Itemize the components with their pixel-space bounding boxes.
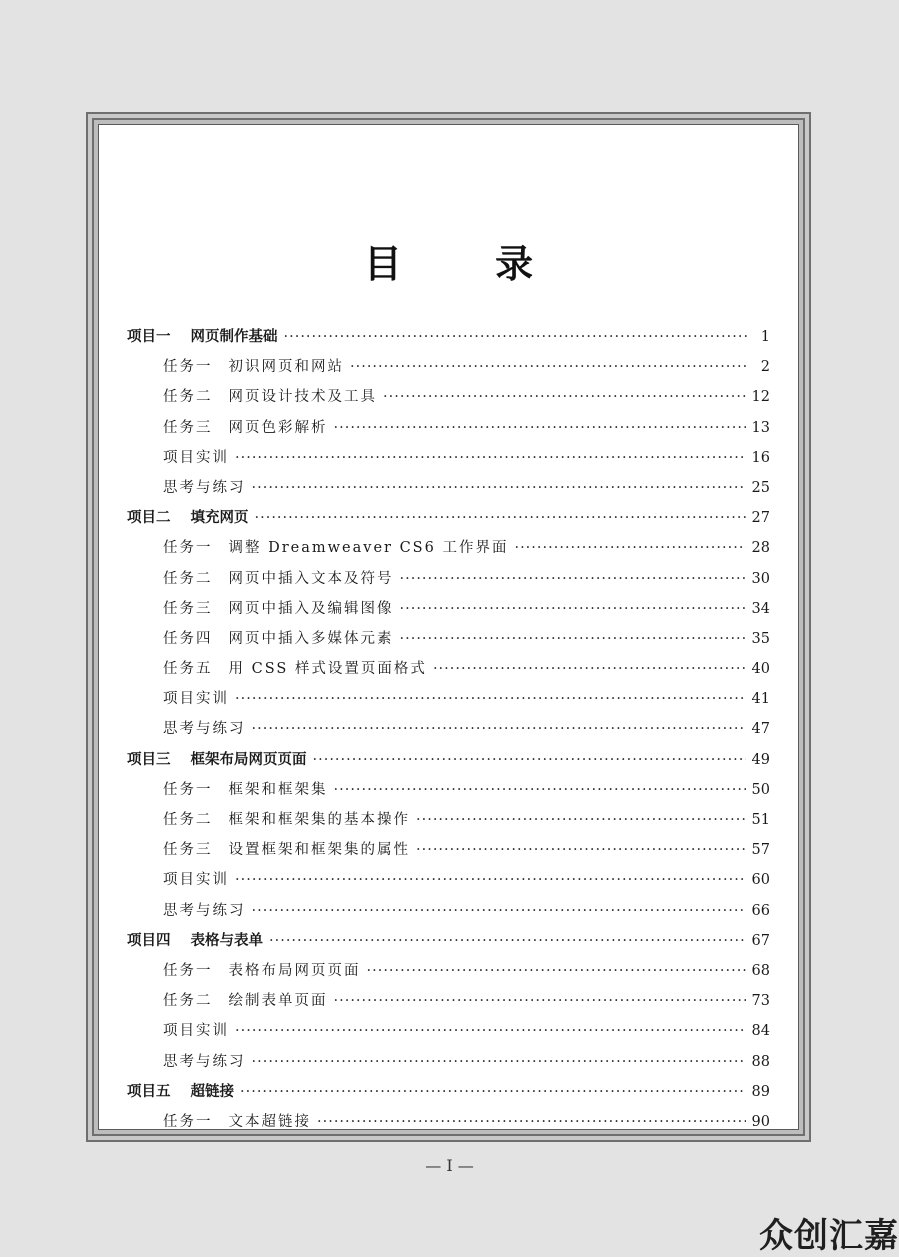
toc-entry-label: [163, 956, 361, 986]
toc-entry-number: 任务一: [163, 781, 213, 798]
toc-entry-label: [163, 413, 328, 443]
toc-entry-number: 任务二: [163, 812, 213, 828]
toc-entry-label: [163, 865, 229, 895]
toc-entry-label: [127, 1077, 234, 1107]
toc-section-entry: [127, 413, 770, 443]
toc-leader-dots: [433, 654, 746, 684]
toc-section-entry: [127, 835, 770, 865]
toc-leader-dots: [334, 986, 746, 1016]
toc-entry-text: 网页中插入文本及符号: [228, 570, 394, 587]
toc-page-number: 57: [751, 842, 770, 859]
toc-chapter-entry: [127, 745, 770, 775]
toc-leader-dots: [269, 926, 746, 956]
toc-entry-label: [163, 835, 410, 865]
toc-chapter-entry: [127, 926, 770, 956]
toc-page-number: 90: [751, 1113, 770, 1130]
toc-entry-text: 思考与练习: [163, 1053, 246, 1070]
toc-page-number: 1: [760, 329, 770, 345]
toc-page-number: 84: [751, 1023, 770, 1040]
toc-leader-dots: [313, 745, 746, 775]
toc-entry-text: 框架和框架集: [228, 781, 328, 798]
toc-entry-text: 项目实训: [163, 1023, 229, 1040]
toc-entry-text: 调整 Dreamweaver CS6 工作界面: [228, 540, 509, 557]
toc-page-number: 88: [751, 1053, 770, 1070]
toc-leader-dots: [284, 322, 749, 352]
toc-leader-dots: [235, 443, 746, 473]
toc-section-entry: [127, 443, 770, 473]
toc-page-number: 28: [751, 540, 770, 557]
toc-entry-text: 网页色彩解析: [228, 419, 328, 436]
toc-entry-number: 任务三: [163, 842, 213, 859]
toc-entry-text: 表格与表单: [190, 932, 263, 949]
toc-page-number: 35: [751, 630, 770, 647]
toc-page-number: 13: [751, 419, 770, 436]
toc-entry-text: 初识网页和网站: [228, 359, 344, 376]
toc-entry-text: 思考与练习: [163, 721, 246, 738]
toc-entry-label: [163, 624, 394, 654]
toc-entry-label: [163, 1016, 229, 1046]
toc-entry-label: [163, 1107, 311, 1137]
toc-section-entry: [127, 714, 770, 744]
toc-entry-number: 任务一: [163, 962, 213, 979]
toc-section-entry: [127, 594, 770, 624]
toc-section-entry: [127, 775, 770, 805]
toc-entry-label: [163, 382, 377, 412]
toc-entry-text: 设置框架和框架集的属性: [228, 842, 410, 859]
toc-chapter-entry: [127, 322, 770, 352]
toc-page-number: 50: [751, 781, 770, 798]
toc-section-entry: [127, 684, 770, 714]
toc-entry-text: 项目实训: [163, 691, 229, 708]
toc-page-number: 34: [751, 600, 770, 617]
toc-entry-text: 表格布局网页页面: [228, 962, 361, 979]
toc-page-number: 51: [751, 812, 770, 828]
toc-leader-dots: [416, 805, 746, 835]
toc-leader-dots: [514, 533, 745, 563]
toc-list: [127, 322, 770, 1137]
toc-section-entry: [127, 956, 770, 986]
toc-leader-dots: [252, 896, 746, 926]
toc-section-entry: [127, 896, 770, 926]
toc-entry-label: [163, 654, 427, 684]
toc-entry-label: [163, 473, 246, 503]
toc-entry-label: [163, 594, 394, 624]
toc-entry-number: 项目五: [127, 1083, 171, 1100]
toc-entry-number: 任务二: [163, 389, 213, 406]
watermark-logo: 众创汇嘉: [759, 1216, 899, 1256]
toc-leader-dots: [317, 1107, 746, 1137]
toc-entry-label: [127, 745, 307, 775]
toc-section-entry: [127, 1047, 770, 1077]
toc-leader-dots: [240, 1077, 746, 1107]
toc-page-number: 16: [751, 449, 770, 466]
toc-leader-dots: [255, 503, 746, 533]
toc-section-entry: [127, 865, 770, 895]
toc-entry-number: 项目四: [127, 932, 171, 949]
toc-section-entry: [127, 352, 770, 382]
toc-section-entry: [127, 624, 770, 654]
toc-entry-number: 任务一: [163, 1113, 213, 1130]
toc-entry-text: 网页设计技术及工具: [228, 389, 377, 406]
toc-leader-dots: [400, 564, 746, 594]
toc-entry-label: [163, 986, 328, 1016]
toc-page-number: 47: [751, 721, 770, 738]
toc-entry-text: 思考与练习: [163, 902, 246, 919]
toc-page-number: 27: [751, 510, 770, 527]
toc-leader-dots: [334, 413, 746, 443]
page-number: — I —: [425, 1156, 474, 1175]
toc-page-number: 73: [751, 993, 770, 1010]
toc-section-entry: [127, 1016, 770, 1046]
toc-entry-number: 任务二: [163, 993, 213, 1010]
toc-entry-text: 填充网页: [190, 510, 249, 527]
toc-entry-number: 任务三: [163, 419, 213, 436]
toc-entry-text: 绘制表单页面: [228, 993, 328, 1010]
toc-page-number: 89: [751, 1083, 770, 1100]
toc-section-entry: [127, 1107, 770, 1137]
toc-leader-dots: [334, 775, 746, 805]
toc-entry-number: 项目一: [127, 329, 171, 345]
toc-page-number: 25: [751, 479, 770, 496]
toc-leader-dots: [383, 382, 746, 412]
toc-entry-number: 任务四: [163, 630, 213, 647]
toc-entry-number: 任务一: [163, 540, 213, 557]
toc-page-number: 30: [751, 570, 770, 587]
toc-entry-text: 用 CSS 样式设置页面格式: [228, 661, 427, 678]
toc-entry-label: [163, 352, 344, 382]
page-frame: [86, 112, 811, 1142]
toc-section-entry: [127, 654, 770, 684]
toc-entry-label: [163, 896, 246, 926]
toc-leader-dots: [350, 352, 748, 382]
toc-entry-number: 项目二: [127, 510, 171, 527]
toc-entry-text: 项目实训: [163, 872, 229, 889]
page-frame-border: [92, 118, 805, 1136]
toc-leader-dots: [400, 594, 746, 624]
toc-leader-dots: [235, 1016, 746, 1046]
toc-leader-dots: [252, 714, 746, 744]
toc-chapter-entry: [127, 503, 770, 533]
toc-leader-dots: [235, 684, 746, 714]
toc-page-number: 67: [751, 932, 770, 949]
toc-section-entry: [127, 382, 770, 412]
toc-entry-label: [127, 322, 278, 352]
toc-entry-text: 框架布局网页页面: [190, 751, 307, 768]
toc-entry-number: 任务二: [163, 570, 213, 587]
toc-page-number: 40: [751, 661, 770, 678]
toc-leader-dots: [416, 835, 746, 865]
toc-entry-label: [127, 503, 249, 533]
toc-entry-number: 任务三: [163, 600, 213, 617]
toc-leader-dots: [252, 473, 746, 503]
page-content: [98, 124, 799, 1130]
toc-section-entry: [127, 564, 770, 594]
toc-chapter-entry: [127, 1077, 770, 1107]
toc-page-number: 49: [751, 751, 770, 768]
toc-entry-text: 项目实训: [163, 449, 229, 466]
toc-section-entry: [127, 805, 770, 835]
toc-entry-label: [163, 684, 229, 714]
toc-entry-label: [163, 564, 394, 594]
toc-section-entry: [127, 533, 770, 563]
toc-page-number: 2: [760, 359, 770, 376]
toc-entry-label: [163, 714, 246, 744]
toc-leader-dots: [252, 1047, 746, 1077]
toc-leader-dots: [367, 956, 746, 986]
toc-leader-dots: [235, 865, 746, 895]
toc-entry-label: [163, 533, 508, 563]
toc-entry-label: [163, 1047, 246, 1077]
toc-page-number: 41: [751, 691, 770, 708]
toc-entry-number: 任务一: [163, 359, 213, 376]
toc-entry-text: 网页中插入多媒体元素: [228, 630, 394, 647]
toc-leader-dots: [400, 624, 746, 654]
toc-entry-text: 框架和框架集的基本操作: [228, 812, 410, 828]
toc-entry-label: [127, 926, 263, 956]
toc-entry-label: [163, 775, 328, 805]
toc-entry-number: 任务五: [163, 661, 213, 678]
toc-entry-label: [163, 805, 410, 835]
toc-entry-text: 网页制作基础: [190, 329, 278, 345]
toc-entry-number: 项目三: [127, 751, 171, 768]
toc-entry-text: 网页中插入及编辑图像: [228, 600, 394, 617]
toc-section-entry: [127, 473, 770, 503]
toc-page-number: 12: [751, 389, 770, 406]
toc-page-number: 66: [751, 902, 770, 919]
toc-title: 目 录: [363, 242, 574, 286]
toc-entry-text: 超链接: [190, 1083, 234, 1100]
toc-entry-label: [163, 443, 229, 473]
toc-page-number: 60: [751, 872, 770, 889]
toc-entry-text: 文本超链接: [228, 1113, 311, 1130]
toc-page-number: 68: [751, 962, 770, 979]
toc-entry-text: 思考与练习: [163, 479, 246, 496]
toc-section-entry: [127, 986, 770, 1016]
